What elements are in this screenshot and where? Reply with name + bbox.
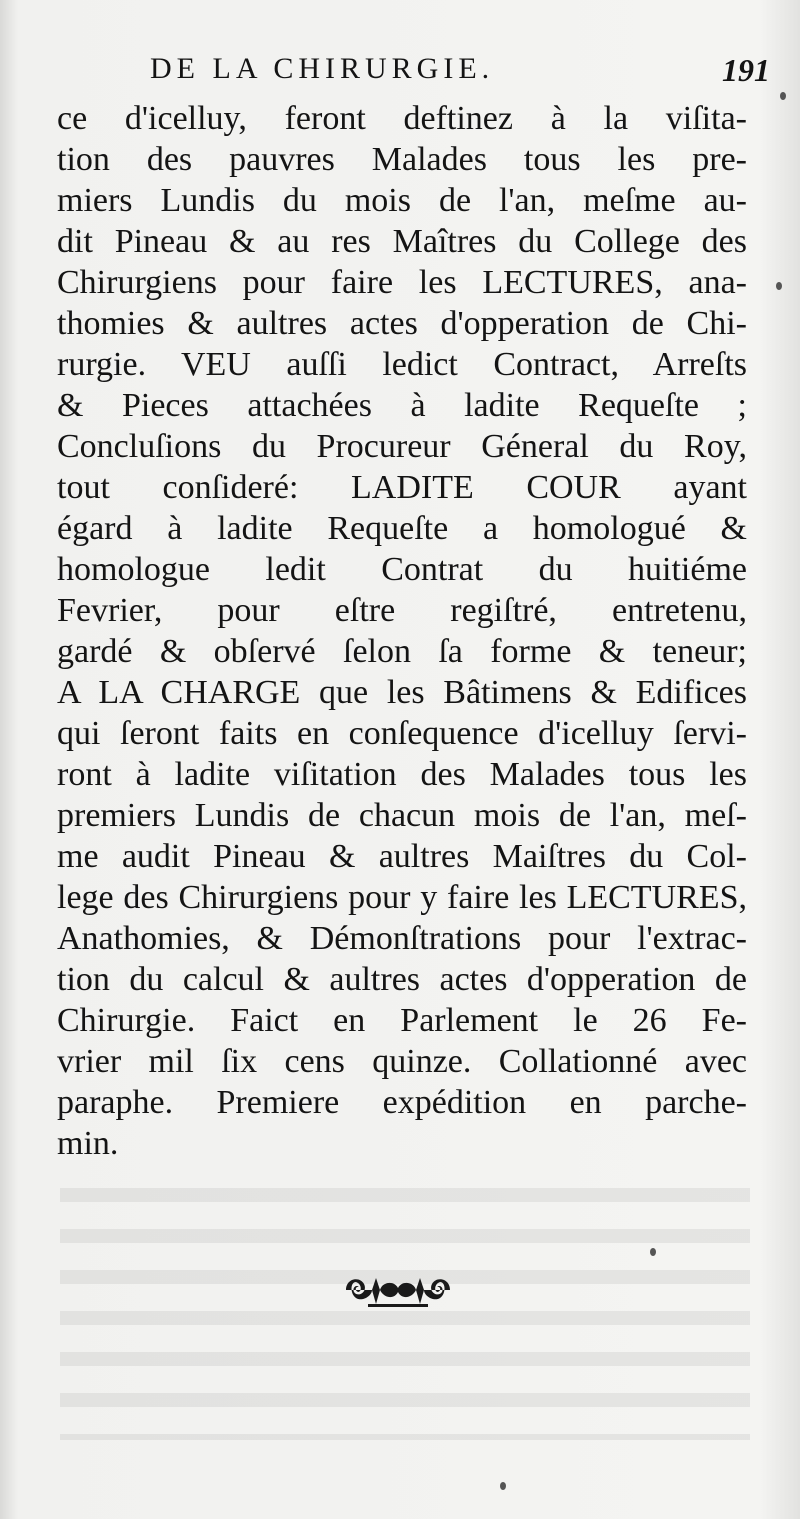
ink-speck [650, 1248, 656, 1256]
text-line: homologue ledit Contrat du huitiéme [57, 551, 747, 588]
text-line: min. [57, 1125, 119, 1162]
text-line: ront à ladite viſitation des Malades tous les [57, 756, 747, 793]
ink-speck [776, 282, 782, 290]
text-line: & Pieces attachées à ladite Requeſte ; [57, 387, 747, 424]
text-line: gardé & obſervé ſelon ſa forme & teneur; [57, 633, 747, 670]
text-line: tion des pauvres Malades tous les pre- [57, 141, 747, 178]
page-header [150, 52, 770, 96]
text-line: rurgie. VEU auſſi ledict Contract, Arreſts [57, 346, 747, 383]
text-line: paraphe. Premiere expédition en parche- [57, 1084, 747, 1121]
text-line: Anathomies, & Démonſtrations pour l'extrac- [57, 920, 747, 957]
text-line: Chirurgiens pour faire les LECTURES, ana- [57, 264, 747, 301]
text-line: Concluſions du Procureur Géneral du Roy, [57, 428, 747, 465]
text-line: Chirurgie. Faict en Parlement le 26 Fe- [57, 1002, 747, 1039]
text-line: tion du calcul & aultres actes d'opperation de [57, 961, 747, 998]
page-number: 191 [722, 52, 770, 88]
text-line: tout conſideré: LADITE COUR ayant [57, 469, 747, 506]
text-line: ce d'icelluy, feront deftinez à la viſita- [57, 100, 747, 137]
text-line: vrier mil ſix cens quinze. Collationné avec [57, 1043, 747, 1080]
text-line: qui ſeront faits en conſequence d'icelluy ſervi- [57, 715, 747, 752]
ink-speck [780, 92, 786, 100]
text-line: premiers Lundis de chacun mois de l'an, meſ- [57, 797, 747, 834]
text-line: Fevrier, pour eſtre regiſtré, entretenu, [57, 592, 747, 629]
text-line: dit Pineau & au res Maîtres du College des [57, 223, 747, 260]
running-title: DE LA CHIRURGIE. [150, 52, 495, 85]
text-line: A LA CHARGE que les Bâtimens & Edifices [57, 674, 747, 711]
text-line: lege des Chirurgiens pour y faire les LECTURES, [57, 879, 747, 916]
text-line: miers Lundis du mois de l'an, meſme au- [57, 182, 747, 219]
ink-speck [500, 1482, 506, 1490]
text-line: thomies & aultres actes d'opperation de Chi- [57, 305, 747, 342]
tailpiece-ornament-icon [342, 1270, 454, 1310]
text-line: égard à ladite Requeſte a homologué & [57, 510, 747, 547]
text-line: me audit Pineau & aultres Maiſtres du Col- [57, 838, 747, 875]
body-text [57, 98, 747, 1164]
